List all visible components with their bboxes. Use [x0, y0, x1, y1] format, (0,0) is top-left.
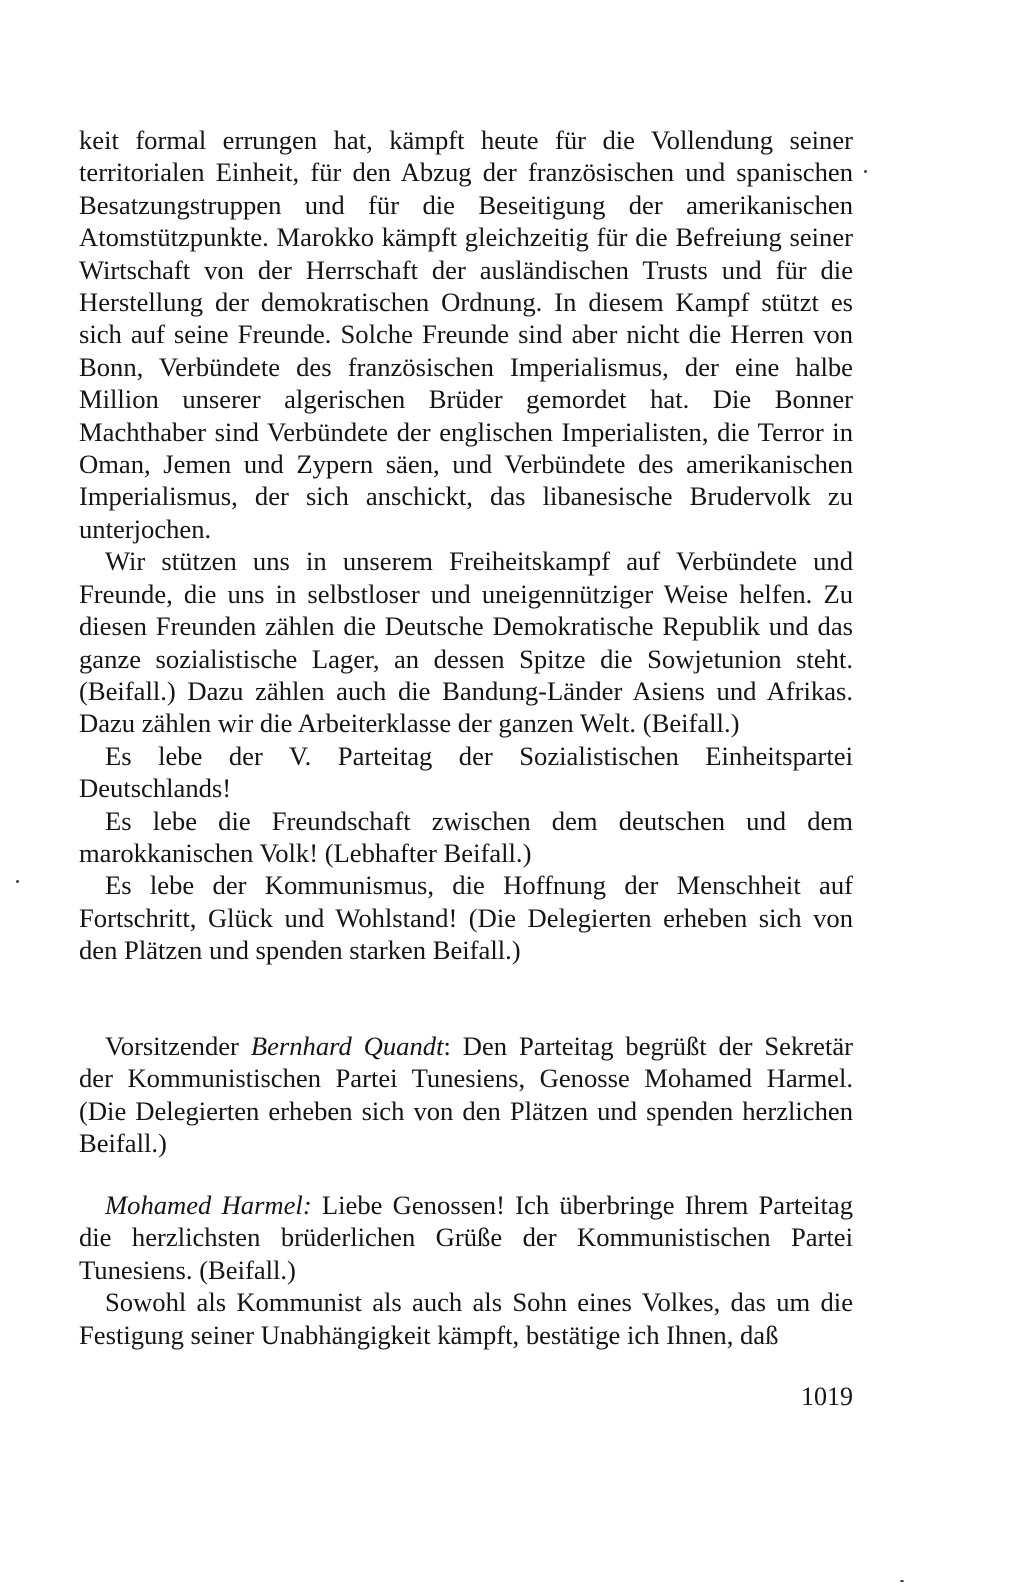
paragraph-cheer-communism: Es lebe der Kommunismus, die Hoffnung der Menschheit auf Fortschritt, Glück und Wohlstand! (Die Delegierten erheben sich von den Plätzen und spenden starken Beifall.)	[79, 870, 853, 966]
main-text-block	[79, 124, 853, 967]
paragraph-continuation: keit formal errungen hat, kämpft heute für die Vollendung seiner territorialen Einheit, für den Abzug der französischen und spanischen Besatzungstruppen und für die Beseitigung der amerikanischen Atomstützpunkte. Marokko kämpft gleichzeitig für die Befreiung seiner Wirtschaft von der Herrschaft der ausländischen Trusts und für die Herstellung der demokratischen Ordnung. In diesem Kampf stützt es sich auf seine Freunde. Solche Freunde sind aber nicht die Herren von Bonn, Verbündete des französischen Imperialismus, der eine halbe Million unserer algerischen Brüder gemordet hat. Die Bonner Machthaber sind Verbündete der englischen Imperialisten, die Terror in Oman, Jemen und Zypern säen, und Verbündete des amerikanischen Imperialismus, der sich anschickt, das libanesische Brudervolk zu unterjochen.	[79, 125, 853, 544]
print-speck	[16, 880, 19, 883]
harmel-speaker-name: Mohamed Harmel:	[105, 1190, 312, 1220]
chair-prefix: Vorsitzender	[105, 1031, 251, 1061]
harmel-paragraph-2: Sowohl als Kommunist als auch als Sohn eines Volkes, das um die Festigung seiner Unabhängigkeit kämpft, bestätige ich Ihnen, daß	[79, 1287, 853, 1350]
paragraph-cheer-friendship: Es lebe die Freundschaft zwischen dem deutschen und dem marokkanischen Volk! (Lebhafter Beifall.)	[79, 805, 853, 868]
paragraph-cheer-sed: Es lebe der V. Parteitag der Sozialistischen Einheitspartei Deutschlands!	[79, 740, 853, 804]
chair-speaker-name: Bernhard Quandt	[250, 1031, 444, 1061]
paragraph-allies: Wir stützen uns in unserem Freiheitskampf auf Verbündete und Freunde, die uns in selbstloser und uneigennütziger Weise helfen. Zu diesen Freunden zählen die Deutsche Demokratische Republik und das ganze sozialistische Lager, an dessen Spitze die Sowjetunion steht. (Beifall.) Dazu zählen auch die Bandung-Länder Asiens und Afrikas. Dazu zählen wir die Arbeiterklasse der ganzen Welt. (Beifall.)	[79, 546, 853, 739]
chair-text: : Den Parteitag begrüßt der Sekretär der Kommunistischen Partei Tunesiens, Genosse Mohamed Harmel. (Die Delegierten erheben sich von den Plätzen und spenden herzlichen Beifall.)	[79, 1031, 853, 1159]
chair-announcement-block	[79, 1030, 853, 1160]
harmel-speech-block	[79, 1189, 853, 1351]
page-number: 1019	[801, 1382, 853, 1411]
chair-announcement	[79, 1030, 853, 1160]
harmel-text: Liebe Genossen! Ich überbringe Ihrem Parteitag die herzlichsten brüderlichen Grüße der Kommunistischen Partei Tunesiens. (Beifall.)	[79, 1190, 853, 1285]
harmel-opening	[79, 1189, 853, 1286]
print-speck	[900, 1580, 904, 1582]
print-speck	[864, 170, 867, 173]
